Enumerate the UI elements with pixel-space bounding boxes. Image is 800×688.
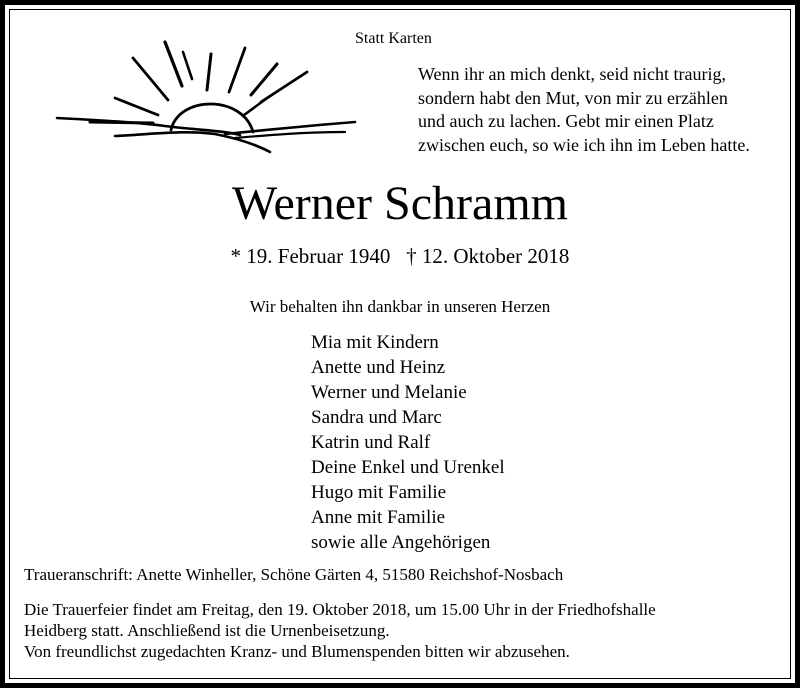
poem-line: Wenn ihr an mich denkt, seid nicht traurig, <box>418 64 726 84</box>
list-item: Anette und Heinz <box>311 357 446 378</box>
poem-line: zwischen euch, so wie ich ihn im Leben hatte. <box>418 134 750 155</box>
death-date: † 12. Oktober 2018 <box>406 244 570 268</box>
poem <box>418 63 750 157</box>
list-item: Hugo mit Familie <box>311 482 447 503</box>
list-item: Mia mit Kindern <box>311 332 439 353</box>
header-note: Statt Karten <box>355 30 432 47</box>
list-item: Katrin und Ralf <box>311 432 431 453</box>
poem-line: sondern habt den Mut, von mir zu erzählen <box>418 87 728 108</box>
ceremony-line: Heidberg statt. Anschließend ist die Urnenbeisetzung. <box>24 621 390 640</box>
list-item: Werner und Melanie <box>311 382 467 403</box>
mourning-address: Traueranschrift: Anette Winheller, Schöne Gärten 4, 51580 Reichshof-Nosbach <box>24 565 564 584</box>
list-item: sowie alle Angehörigen <box>311 532 491 553</box>
ceremony-line: Von freundlichst zugedachten Kranz- und Blumenspenden bitten wir abzusehen. <box>24 642 570 661</box>
life-dates <box>0 244 800 269</box>
memory-line: Wir behalten ihn dankbar in unseren Herzen <box>249 297 551 316</box>
ceremony-details <box>24 599 784 662</box>
mourners-list <box>311 330 505 555</box>
list-item: Sandra und Marc <box>311 407 442 428</box>
sunrise-icon <box>55 40 365 160</box>
poem-line: und auch zu lachen. Gebt mir einen Platz <box>418 111 714 131</box>
ceremony-line: Die Trauerfeier findet am Freitag, den 19. Oktober 2018, um 15.00 Uhr in der Friedhofshalle <box>24 600 656 619</box>
birth-date: * 19. Februar 1940 <box>230 244 391 268</box>
list-item: Deine Enkel und Urenkel <box>311 457 505 478</box>
list-item: Anne mit Familie <box>311 507 446 528</box>
deceased-name: Werner Schramm <box>232 177 568 230</box>
